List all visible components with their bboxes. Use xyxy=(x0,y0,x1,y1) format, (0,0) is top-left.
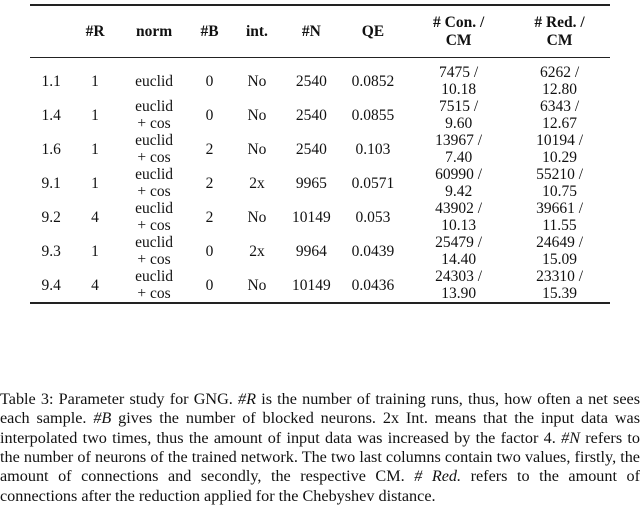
cell-text: 1.1 xyxy=(41,72,61,90)
cell-text: 2540 xyxy=(295,106,327,124)
cell-text: 10.18 xyxy=(441,81,477,98)
cell-text: euclid xyxy=(135,166,173,183)
cell-text: euclid xyxy=(135,200,173,217)
cell-text: 2540 xyxy=(295,140,327,158)
cell-text: 0.0436 xyxy=(351,276,395,294)
cell-text: 2 xyxy=(205,174,214,192)
header-text: CM xyxy=(546,31,573,49)
header-text: int. xyxy=(245,22,268,40)
cell-text: 1 xyxy=(91,174,99,192)
cell-text: 15.09 xyxy=(542,251,577,268)
cell-text: 7.40 xyxy=(445,149,473,166)
cell-qe xyxy=(338,166,409,200)
cell-text: No xyxy=(247,72,267,90)
cell-text: euclid xyxy=(135,72,173,90)
cell-int xyxy=(229,268,285,303)
cell-text: 9.4 xyxy=(41,276,61,294)
cell-qe xyxy=(338,268,409,303)
caption-segment: refers to the amount of connections after the reduction applied for the Chebyshev distance. xyxy=(0,467,640,505)
cell-text: 43902 / xyxy=(435,200,483,217)
cell-norm xyxy=(118,58,191,99)
cell-red xyxy=(509,98,610,132)
cell-b xyxy=(190,166,228,200)
cell-text: euclid xyxy=(135,268,173,285)
cell-text: 0 xyxy=(205,242,214,260)
cell-norm xyxy=(118,132,191,166)
caption-segment: #R xyxy=(238,390,257,409)
cell-text: + cos xyxy=(137,149,171,166)
cell-text: 9.3 xyxy=(41,242,61,260)
column-header xyxy=(509,5,610,58)
cell-red xyxy=(509,268,610,303)
cell-text: 0.0855 xyxy=(351,106,395,124)
cell-n xyxy=(285,200,337,234)
parameter-study-table xyxy=(30,4,610,304)
cell-r xyxy=(72,166,117,200)
cell-text: 1.4 xyxy=(41,106,61,124)
cell-n xyxy=(285,132,337,166)
column-header xyxy=(285,5,337,58)
cell-text: 10149 xyxy=(292,208,331,226)
cell-text: euclid xyxy=(135,98,173,115)
cell-text: 15.39 xyxy=(542,285,577,302)
cell-con xyxy=(408,166,509,200)
cell-text: 4 xyxy=(91,276,99,294)
caption-segment: #N xyxy=(561,428,580,447)
cell-text: 25479 / xyxy=(435,234,483,251)
cell-text: No xyxy=(247,276,267,294)
cell-text: 0.103 xyxy=(355,140,391,158)
cell-text: 12.67 xyxy=(542,115,577,132)
cell-text: 24649 / xyxy=(536,234,583,251)
cell-text: + cos xyxy=(137,217,171,234)
cell-text: 0.0571 xyxy=(351,174,395,192)
cell-text: + cos xyxy=(137,285,171,302)
cell-int xyxy=(229,200,285,234)
column-header xyxy=(338,5,409,58)
cell-red xyxy=(509,234,610,268)
cell-int xyxy=(229,234,285,268)
cell-text: No xyxy=(247,106,267,124)
cell-text: 2 xyxy=(205,208,214,226)
cell-text: 13967 / xyxy=(435,132,483,149)
cell-norm xyxy=(118,268,191,303)
cell-text: + cos xyxy=(137,251,171,268)
cell-text: 7515 / xyxy=(439,98,479,115)
header-text: CM xyxy=(445,31,472,49)
cell-text: 0 xyxy=(205,106,214,124)
caption-segment: refers to the number of neurons of the trained network. The two last columns contain two values, firstly, the amount of connections and secondly, the respective CM. xyxy=(0,428,640,486)
cell-text: 0.0439 xyxy=(351,242,395,260)
cell-norm xyxy=(118,200,191,234)
cell-text: 0 xyxy=(205,276,214,294)
cell-qe xyxy=(338,98,409,132)
cell-con xyxy=(408,234,509,268)
cell-r xyxy=(72,132,117,166)
cell-n xyxy=(285,58,337,99)
cell-con xyxy=(408,98,509,132)
cell-text: 10.75 xyxy=(542,183,577,200)
table-row xyxy=(30,166,610,200)
table-row xyxy=(30,200,610,234)
caption-segment: #B xyxy=(93,409,112,428)
cell-text: 1 xyxy=(91,140,99,158)
table-row xyxy=(30,58,610,99)
column-header xyxy=(408,5,509,58)
cell-text: 11.55 xyxy=(542,217,577,234)
cell-text: 2x xyxy=(249,242,265,260)
cell-int xyxy=(229,98,285,132)
cell-text: 0 xyxy=(205,72,214,90)
cell-text: 55210 / xyxy=(536,166,583,183)
cell-qe xyxy=(338,234,409,268)
cell-text: 10.29 xyxy=(542,149,577,166)
cell-text: 23310 / xyxy=(536,268,583,285)
cell-text: 9.42 xyxy=(445,183,473,200)
cell-text: 39661 / xyxy=(536,200,583,217)
cell-text: + cos xyxy=(137,115,171,132)
table-row xyxy=(30,268,610,303)
header-text: QE xyxy=(361,22,385,40)
cell-n xyxy=(285,98,337,132)
cell-text: 9.2 xyxy=(41,208,61,226)
cell-red xyxy=(509,58,610,99)
cell-text: 1 xyxy=(91,106,99,124)
cell-r xyxy=(72,268,117,303)
cell-id xyxy=(30,268,72,303)
header-text: #B xyxy=(200,22,219,40)
column-header xyxy=(72,5,117,58)
cell-text: 1.6 xyxy=(41,140,61,158)
cell-text: 60990 / xyxy=(435,166,483,183)
cell-text: 0.053 xyxy=(355,208,391,226)
cell-n xyxy=(285,166,337,200)
header-text: #N xyxy=(301,22,321,40)
cell-text: 13.90 xyxy=(441,285,477,302)
cell-b xyxy=(190,234,228,268)
cell-text: 10149 xyxy=(292,276,331,294)
column-header xyxy=(118,5,191,58)
cell-qe xyxy=(338,132,409,166)
cell-n xyxy=(285,234,337,268)
cell-r xyxy=(72,98,117,132)
cell-norm xyxy=(118,166,191,200)
cell-norm xyxy=(118,98,191,132)
cell-qe xyxy=(338,200,409,234)
cell-text: 9.1 xyxy=(41,174,61,192)
table-row xyxy=(30,234,610,268)
cell-text: 10.13 xyxy=(441,217,477,234)
cell-text: 6262 / xyxy=(539,64,580,81)
cell-int xyxy=(229,58,285,99)
cell-qe xyxy=(338,58,409,99)
cell-b xyxy=(190,200,228,234)
caption-segment: Table 3: Parameter study for GNG. xyxy=(0,390,239,409)
cell-id xyxy=(30,166,72,200)
table-row xyxy=(30,132,610,166)
cell-norm xyxy=(118,234,191,268)
cell-text: 12.80 xyxy=(542,81,577,98)
cell-text: 24303 / xyxy=(435,268,483,285)
cell-text: 2540 xyxy=(295,72,327,90)
cell-text: euclid xyxy=(135,132,173,149)
cell-b xyxy=(190,98,228,132)
column-header xyxy=(190,5,228,58)
cell-text: 2 xyxy=(205,140,214,158)
cell-red xyxy=(509,200,610,234)
cell-id xyxy=(30,58,72,99)
cell-text: 0.0852 xyxy=(351,72,395,90)
cell-id xyxy=(30,132,72,166)
cell-text: 10194 / xyxy=(536,132,583,149)
cell-text: euclid xyxy=(135,234,173,251)
cell-b xyxy=(190,268,228,303)
cell-red xyxy=(509,166,610,200)
header-text: # Red. / xyxy=(534,13,585,31)
header-text: norm xyxy=(135,22,173,40)
cell-int xyxy=(229,132,285,166)
header-text: # Con. / xyxy=(433,13,485,31)
cell-text: 9.60 xyxy=(445,115,473,132)
cell-text: 6343 / xyxy=(539,98,580,115)
column-header xyxy=(229,5,285,58)
cell-text: 1 xyxy=(91,72,99,90)
table-header-row xyxy=(30,5,610,58)
caption-segment: # Red. xyxy=(414,467,462,486)
cell-id xyxy=(30,98,72,132)
column-header xyxy=(30,5,72,58)
header-text: #R xyxy=(85,22,105,40)
cell-text: + cos xyxy=(137,183,171,200)
cell-text: 2x xyxy=(249,174,265,192)
cell-text: 14.40 xyxy=(441,251,477,268)
cell-con xyxy=(408,58,509,99)
caption-segment: is the number of training runs, thus, how often a net sees each sample. xyxy=(0,390,640,428)
cell-text: No xyxy=(247,208,267,226)
cell-text: 7475 / xyxy=(439,64,479,81)
cell-con xyxy=(408,268,509,303)
cell-r xyxy=(72,234,117,268)
cell-r xyxy=(72,200,117,234)
cell-text: 9964 xyxy=(295,242,327,260)
cell-id xyxy=(30,200,72,234)
cell-text: No xyxy=(247,140,267,158)
cell-int xyxy=(229,166,285,200)
cell-con xyxy=(408,200,509,234)
cell-text: 4 xyxy=(91,208,99,226)
cell-text: 9965 xyxy=(295,174,327,192)
cell-text: 1 xyxy=(91,242,99,260)
table-row xyxy=(30,98,610,132)
cell-n xyxy=(285,268,337,303)
cell-b xyxy=(190,58,228,99)
cell-id xyxy=(30,234,72,268)
table-caption xyxy=(0,390,640,506)
cell-con xyxy=(408,132,509,166)
caption-segment: gives the number of blocked neurons. 2x Int. means that the input data was interpolated two times, thus the amount of input data was increased by the factor 4. xyxy=(0,409,640,447)
cell-b xyxy=(190,132,228,166)
cell-r xyxy=(72,58,117,99)
cell-red xyxy=(509,132,610,166)
